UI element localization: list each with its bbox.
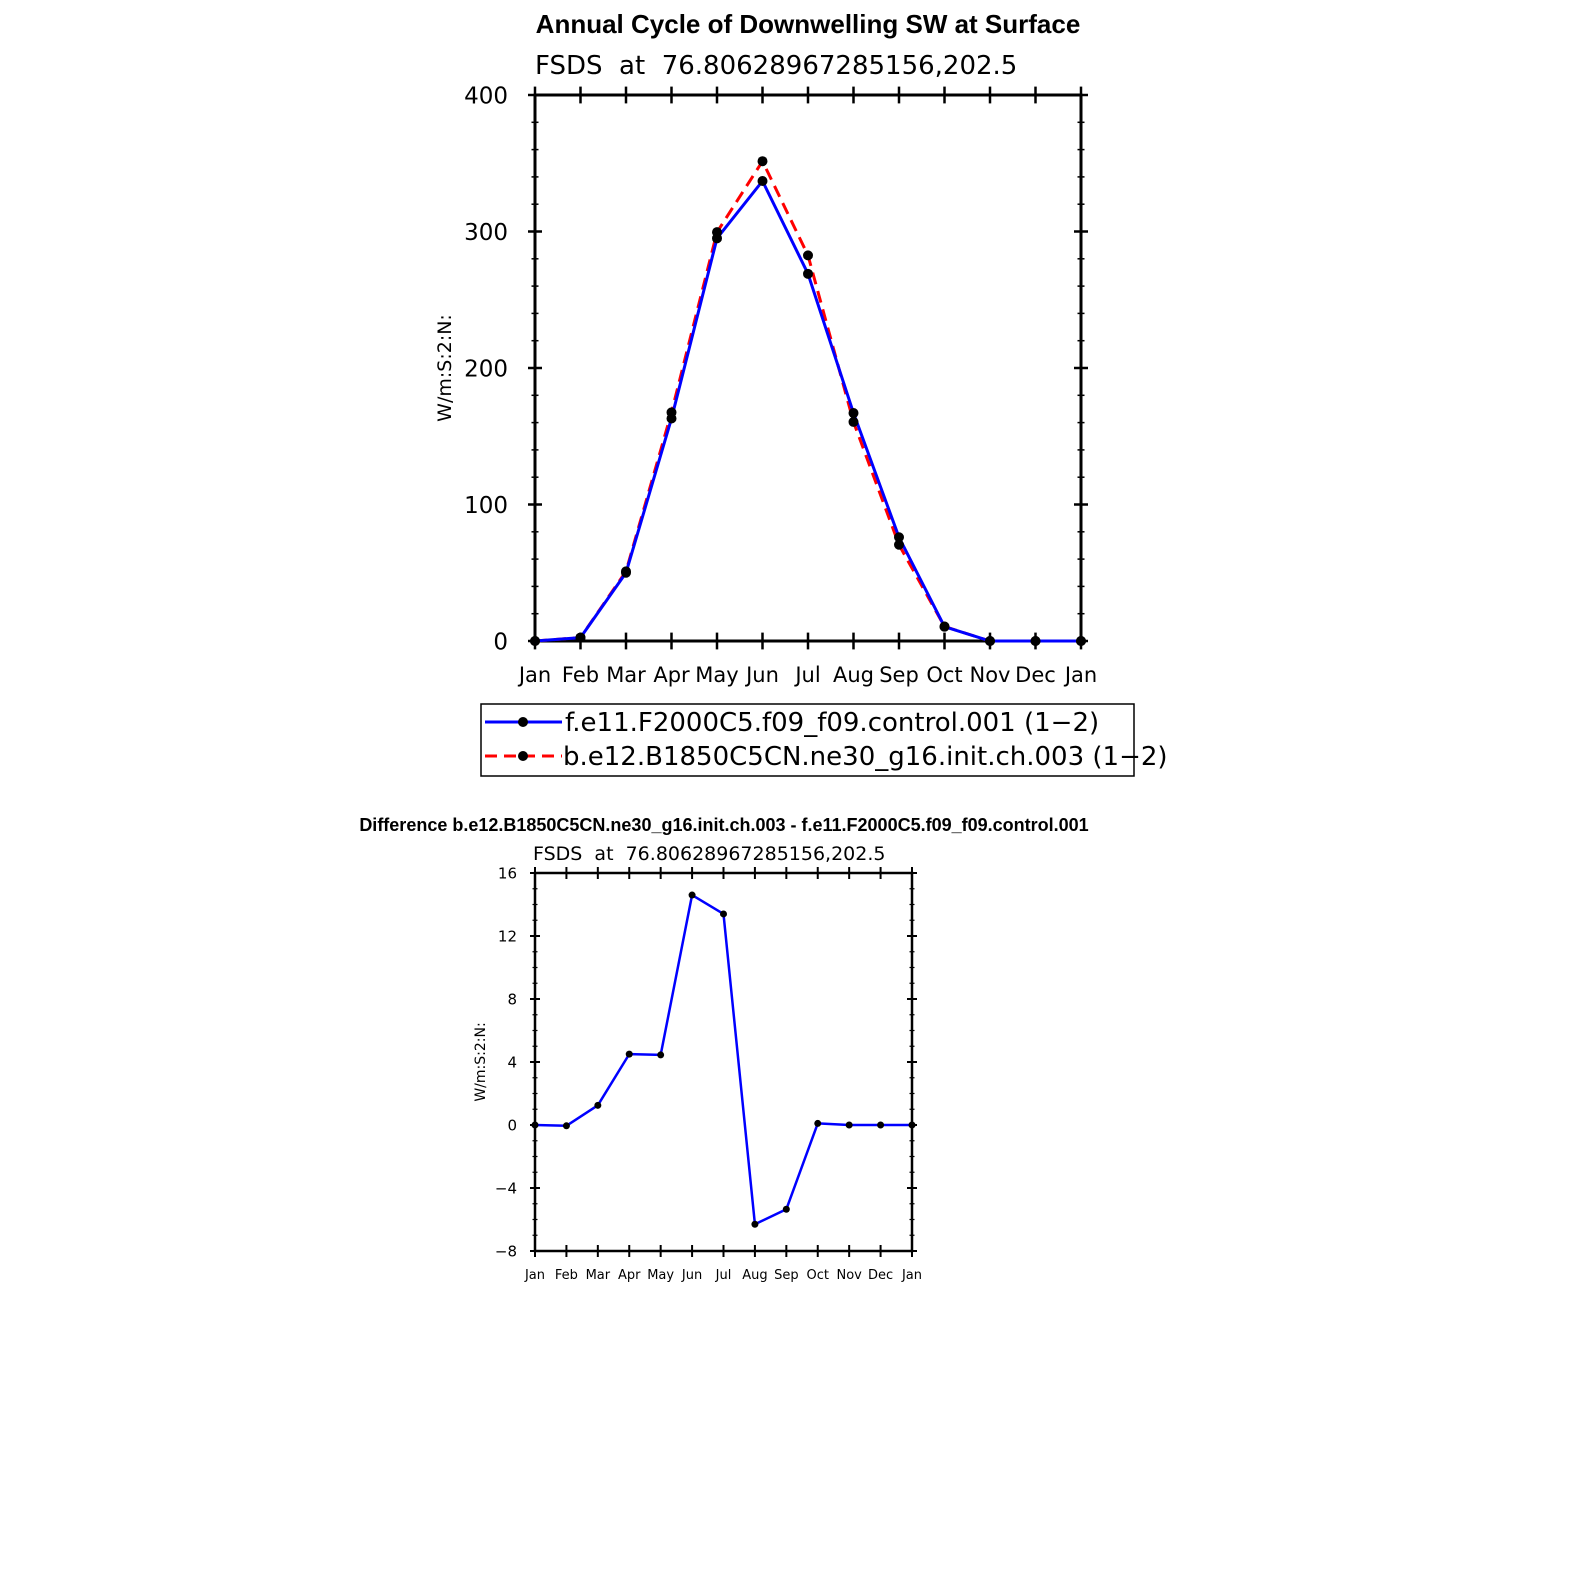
y-tick-label: 12 — [497, 927, 517, 946]
x-tick-label: Jun — [681, 1268, 703, 1283]
chart-subtitle: FSDS at 76.80628967285156,202.5 — [535, 51, 1018, 81]
x-tick-labels — [524, 1268, 922, 1283]
y-tick-label: 4 — [507, 1053, 517, 1072]
legend-entry-b1850: b.e12.B1850C5CN.ne30_g16.init.ch.003 (1−2) — [563, 742, 1168, 772]
x-tick-label: Jan — [901, 1268, 923, 1283]
x-tick-label: Jan — [1064, 663, 1098, 687]
data-point — [530, 636, 540, 646]
y-tick-labels — [464, 83, 508, 655]
series-points — [532, 892, 916, 1228]
data-point — [894, 540, 904, 550]
data-point — [758, 156, 768, 166]
x-tick-label: Dec — [1015, 663, 1056, 687]
x-tick-label: Oct — [926, 663, 963, 687]
x-tick-label: Sep — [879, 663, 919, 687]
legend — [481, 704, 1168, 776]
x-tick-label: Oct — [806, 1268, 829, 1283]
x-tick-label: Jul — [795, 663, 821, 687]
y-tick-label: −4 — [494, 1179, 517, 1198]
series-lines — [535, 895, 912, 1224]
data-point — [783, 1206, 790, 1213]
data-point — [940, 622, 950, 632]
y-tick-label: 8 — [507, 990, 517, 1009]
y-tick-label: −8 — [494, 1242, 517, 1261]
x-tick-label: Nov — [836, 1268, 862, 1283]
x-tick-label: Sep — [774, 1268, 799, 1283]
data-point — [814, 1120, 821, 1127]
y-tick-label: 200 — [464, 356, 508, 383]
x-tick-label: Jun — [746, 663, 779, 687]
series-points — [530, 156, 1086, 646]
data-point — [846, 1122, 853, 1129]
y-tick-label: 100 — [464, 492, 508, 519]
data-point — [712, 227, 722, 237]
data-point — [532, 1122, 539, 1129]
series-lines — [535, 161, 1081, 641]
data-point — [758, 176, 768, 186]
x-tick-label: Nov — [969, 663, 1011, 687]
data-point — [576, 633, 586, 643]
series-line-0 — [535, 895, 912, 1224]
x-tick-label: Jan — [524, 1268, 546, 1283]
series-line-0 — [535, 181, 1081, 641]
difference-chart — [359, 815, 1088, 1283]
y-tick-label: 400 — [464, 83, 508, 110]
x-tick-label: Apr — [618, 1268, 641, 1283]
y-tick-label: 300 — [464, 219, 508, 246]
x-tick-label: Jan — [518, 663, 552, 687]
data-point — [985, 636, 995, 646]
x-tick-label: Feb — [561, 663, 600, 687]
data-point — [803, 269, 813, 279]
series-line-1 — [535, 161, 1081, 641]
data-point — [720, 910, 727, 917]
x-tick-label: May — [647, 1268, 675, 1283]
axis-ticks — [528, 87, 1088, 650]
chart-subtitle: FSDS at 76.80628967285156,202.5 — [533, 843, 886, 865]
legend-marker-b1850 — [518, 751, 528, 761]
data-point — [849, 417, 859, 427]
legend-marker-control — [518, 717, 528, 727]
plot-frame — [535, 95, 1081, 641]
data-point — [621, 566, 631, 576]
x-tick-label: Aug — [742, 1268, 768, 1283]
y-axis-label: W/m:S:2:N: — [434, 314, 456, 422]
data-point — [689, 892, 696, 899]
y-tick-label: 16 — [497, 864, 517, 883]
data-point — [1076, 636, 1086, 646]
y-tick-label: 0 — [493, 629, 508, 656]
x-tick-label: Apr — [653, 663, 690, 687]
x-tick-label: May — [695, 663, 739, 687]
y-axis-label: W/m:S:2:N: — [473, 1022, 489, 1102]
data-point — [657, 1051, 664, 1058]
annual-cycle-chart — [434, 9, 1168, 776]
data-point — [877, 1122, 884, 1129]
y-tick-labels — [495, 864, 517, 1260]
plot-frame — [535, 873, 912, 1251]
data-point — [1031, 636, 1041, 646]
x-tick-label: Aug — [832, 663, 875, 687]
x-tick-label: Mar — [585, 1268, 611, 1283]
data-point — [751, 1221, 758, 1228]
x-tick-label: Mar — [606, 663, 646, 687]
x-tick-label: Dec — [868, 1268, 894, 1283]
data-point — [909, 1122, 916, 1129]
data-point — [563, 1122, 570, 1129]
data-point — [803, 250, 813, 260]
x-tick-label: Feb — [554, 1268, 578, 1283]
x-tick-label: Jul — [715, 1268, 732, 1283]
x-tick-labels — [517, 663, 1097, 687]
chart-title: Annual Cycle of Downwelling SW at Surface — [535, 9, 1081, 39]
data-point — [849, 408, 859, 418]
data-point — [594, 1102, 601, 1109]
legend-entry-control: f.e11.F2000C5.f09_f09.control.001 (1−2) — [565, 708, 1100, 738]
y-tick-label: 0 — [507, 1116, 517, 1135]
data-point — [626, 1051, 633, 1058]
data-point — [667, 407, 677, 417]
chart-title: Difference b.e12.B1850C5CN.ne30_g16.init.ch.003 - f.e11.F2000C5.f09_f09.control.001 — [359, 815, 1089, 835]
